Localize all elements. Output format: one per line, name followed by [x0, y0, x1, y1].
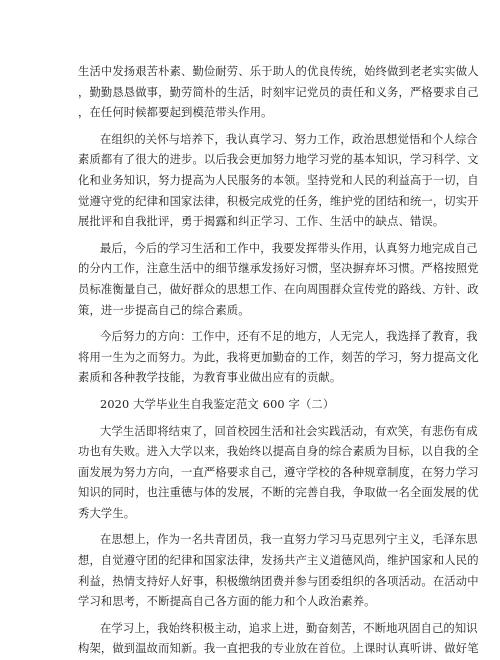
text-line: 今后努力的方向：工作中，还有不足的地方，人无完人，我选择了教育，我 — [100, 330, 478, 344]
text-line: 策，进一步提高自己的综合素质。 — [78, 303, 250, 317]
text-line: 面发展为努力方向，一直严格要求自己，遵守学校的各种规章制度，在努力学习 — [78, 465, 479, 479]
text-line: 化和业务知识，努力提高为人民服务的本领。坚持党和人民的利益高于一切，自 — [78, 173, 479, 187]
text-line: 大学生活即将结束了，回首校园生活和社会实践活动，有欢笑，有悲伤有成 — [100, 424, 478, 438]
text-line: 最后，今后的学习生活和工作中，我要发挥带头作用，认真努力地完成自己 — [100, 241, 478, 255]
text-line: ，在任何时候都要起到模范带头作用。 — [78, 106, 273, 120]
text-line: 在组织的关怀与培养下，我认真学习、努力工作，政治思想觉悟和个人综合 — [100, 132, 478, 146]
text-line: 素质和各种教学技能，为教育事业做出应有的贡献。 — [78, 371, 342, 385]
text-line: 秀大学生。 — [78, 506, 136, 520]
text-line: 在思想上，作为一名共青团员，我一直努力学习马克思列宁主义，毛泽东思 — [100, 533, 478, 547]
text-line: 生活中发扬艰苦朴素、勤俭耐劳、乐于助人的优良传统，始终做到老老实实做人 — [78, 65, 479, 78]
text-line: 利益，热情支持好人好事，积极缴纳团费并参与团委组织的各项活动。在活动中 — [78, 574, 479, 588]
text-line: 想，自觉遵守团的纪律和国家法律，发扬共产主义道德风尚，维护国家和人民的 — [78, 554, 479, 568]
text-line: 员标准衡量自己，做好群众的思想工作、在向周围群众宣传党的路线、方针、政 — [78, 282, 479, 296]
text-line: 的分内工作，注意生活中的细节继承发扬好习惯，坚决摒弃坏习惯。严格按照党 — [78, 262, 479, 276]
text-line: 学习和思考，不断提高自己各方面的能力和个人政治素养。 — [78, 595, 376, 609]
text-line: 构架，做到温故而知新。我一直把我的专业放在首位。上课时认真听讲、做好笔 — [78, 642, 479, 656]
text-line: 将用一生为之而努力。为此，我将更加勤奋的工作，刻苦的学习，努力提高文化 — [78, 350, 479, 364]
text-line: 展批评和自我批评，勇于揭露和纠正学习、工作、生活中的缺点、错误。 — [78, 215, 445, 229]
text-line: 功也有失败。进入大学以来，我始终以提高自身的综合素质为目标，以自我的全 — [78, 445, 479, 459]
text-line: 2020 大学毕业生自我鉴定范文 600 字（二） — [100, 397, 335, 411]
text-line: 素质都有了很大的进步。以后我会更加努力地学习党的基本知识，学习科学、文 — [78, 153, 479, 167]
text-line: 在学习上，我始终积极主动，追求上进，勤奋刻苦，不断地巩固自己的知识 — [100, 621, 478, 635]
text-line: 觉遵守党的纪律和国家法律，积极完成党的任务，维护党的团结和统一，切实开 — [78, 194, 479, 208]
text-line: ，勤勤恳恳做事，勤劳简朴的生活，时刻牢记党员的责任和义务，严格要求自己 — [78, 85, 479, 99]
text-line: 知识的同时，也注重德与体的发展，不断的完善自我，争取做一名全面发展的优 — [78, 486, 479, 500]
